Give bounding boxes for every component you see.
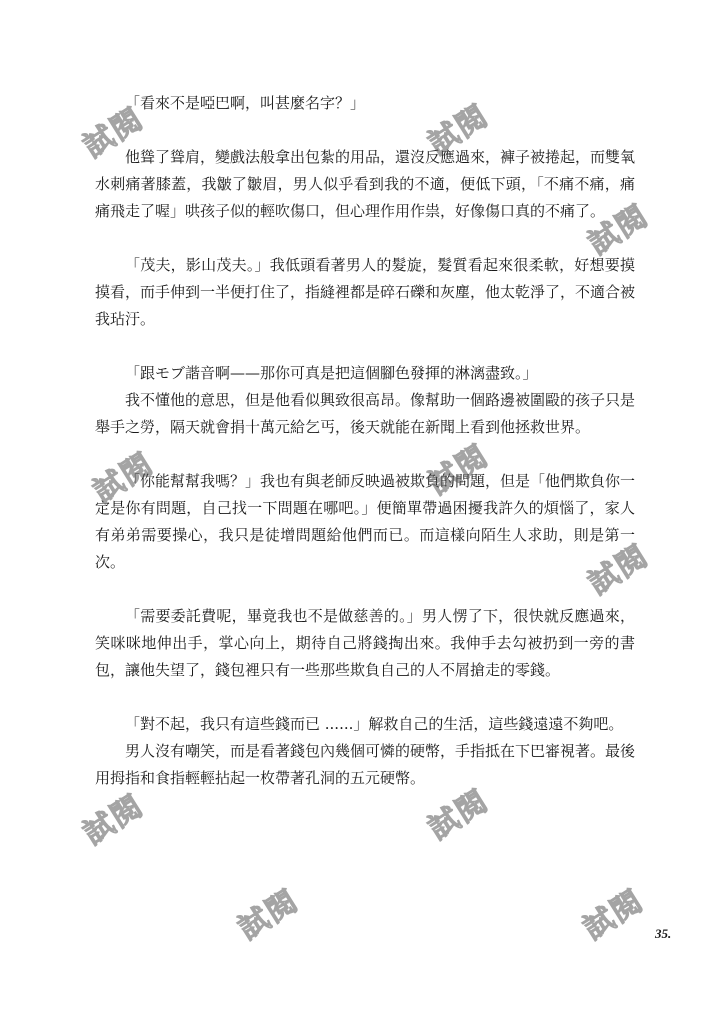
watermark: 試閱 (582, 198, 656, 262)
paragraph-2: 他聳了聳肩，變戲法般拿出包紮的用品，還沒反應過來，褲子被捲起，而雙氧水刺痛著膝蓋，我皺了皺眉，男人似乎看到我的不適，便低下頭，「不痛不痛，痛痛飛走了喔」哄孩子似的輕吹傷口，但心理作用作祟，好像傷口真的不痛了。 (95, 148, 636, 220)
paragraph-5: 我不懂他的意思，但是他看似興致很高昂。像幫助一個路邊被圍毆的孩子只是舉手之勞，隔天就會捐十萬元給乞丐，後天就能在新聞上看到他拯救世界。 (95, 391, 636, 436)
watermark: 試閱 (77, 788, 151, 852)
paragraph-9: 男人沒有嘲笑，而是看著錢包內幾個可憐的硬幣，手指抵在下巴審視著。最後用拇指和食指輕輕拈起一枚帶著孔洞的五元硬幣。 (95, 742, 636, 787)
watermark: 試閱 (87, 446, 161, 510)
paragraph-7: 「需要委託費呢，畢竟我也不是做慈善的。」男人愣了下，很快就反應過來，笑咪咪地伸出手，掌心向上，期待自己將錢掏出來。我伸手去勾被扔到一旁的書包，讓他失望了，錢包裡只有一些那些欺負自己的人不屑搶走的零錢。 (95, 607, 635, 679)
watermark: 試閱 (422, 783, 496, 847)
paragraph-6: 「你能幫幫我嗎？」我也有與老師反映過被欺負的問題，但是「他們欺負你一定是你有問題，自己找一下問題在哪吧。」便簡單帶過困擾我許久的煩惱了，家人有弟弟需要操心，我只是徒增問題給他們而已。而這樣向陌生人求助，則是第一次。 (95, 472, 636, 571)
watermark: 試閱 (77, 101, 151, 165)
watermark: 試閱 (582, 538, 656, 602)
paragraph-1: 「看來不是啞巴啊，叫甚麼名字？」 (125, 94, 366, 112)
watermark: 試閱 (422, 438, 496, 502)
paragraph-4: 「跟モブ諧音啊——那你可真是把這個腳色發揮的淋漓盡致。」 (125, 364, 538, 382)
watermark: 試閱 (577, 883, 651, 947)
paragraph-3: 「茂夫，影山茂夫。」我低頭看著男人的髮旋，髮質看起來很柔軟，好想要摸摸看，而手伸到一半便打住了，指縫裡都是碎石礫和灰塵，他太乾淨了，不適合被我玷汙。 (95, 256, 636, 328)
watermark: 試閱 (232, 883, 306, 947)
page-number: 35. (655, 926, 672, 941)
paragraph-8: 「對不起，我只有這些錢而已 ......」解救自己的生活，這些錢遠遠不夠吧。 (125, 715, 624, 733)
body-text (95, 90, 635, 792)
watermark: 試閱 (422, 98, 496, 162)
